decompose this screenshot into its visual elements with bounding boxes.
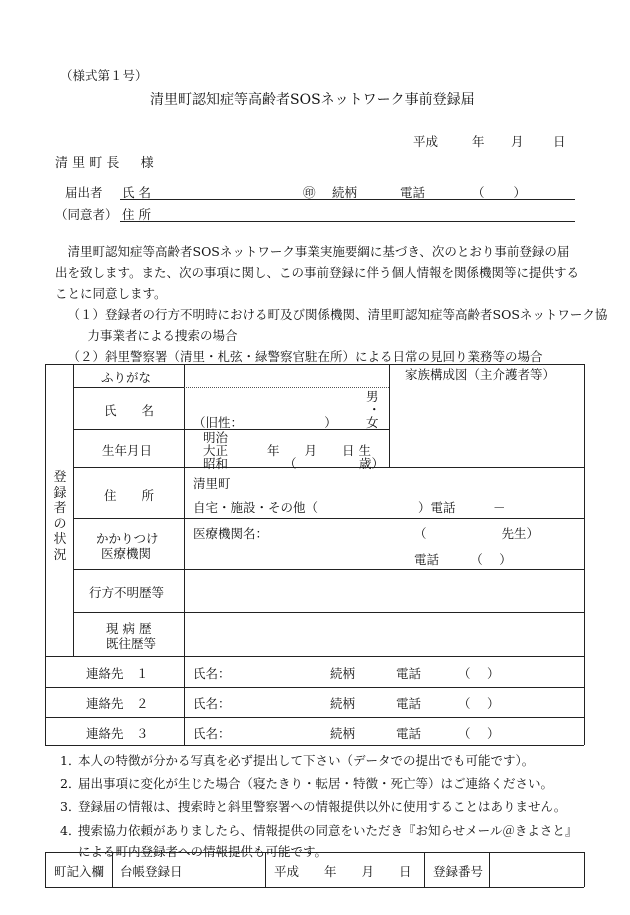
date-era: 平成 [413, 134, 439, 149]
birth-ymd: 年 月 日 生 [267, 443, 371, 458]
era-taisho: 大正 [203, 443, 229, 458]
family-tree-label: 家族構成図（主介護者等） [405, 367, 556, 382]
doctor-label-1: かかりつけ [96, 531, 159, 546]
note-text: 登録届の情報は、捜索時と斜里警察署への情報提供以外に使用することはありません。 [78, 799, 567, 814]
consent-label: （同意者） [55, 207, 118, 222]
intro-paragraph: 清里町認知症等高齢者SOSネットワーク事業実施要綱に基づき、次のとおり事前登録の届出を致します。また、次の事項に関し、この事前登録に伴う個人情報を関係機関等に提供することに同意します。 [55, 244, 580, 301]
note-text: 本人の特徴が分かる写真を必ず提出して下さい（データでの提出でも可能です）。 [78, 753, 535, 768]
contact-name: 氏名： [193, 696, 231, 711]
institution-phone: 電話 （ ） [414, 552, 512, 567]
date-day: 日 [553, 134, 566, 149]
history-label-1: 現 病 歴 [106, 621, 152, 636]
applicant-phone-label: 電話 [400, 185, 426, 200]
name-label: 氏 名 [104, 403, 155, 418]
doctor-name: （ 先生） [414, 526, 540, 541]
form-number: （様式第１号） [60, 68, 148, 83]
note-text: 届出事項に変化が生じた場合（寝たきり・転居・特徴・死亡等）はご連絡ください。 [78, 776, 554, 791]
address-label: 住 所 [104, 488, 155, 503]
seal-mark: ㊞ [303, 185, 316, 200]
contact-parens: （ ） [458, 726, 500, 741]
history-label-2: 既往歴等 [106, 636, 157, 651]
note-item-1 [60, 751, 534, 769]
page-title: 清里町認知症等高齢者SOSネットワーク事前登録届 [150, 92, 475, 108]
note-text: 捜索協力依頼がありましたら、情報提供の同意をいただき『お知らせメール＠きよさと』による町内登録者への情報提供も可能です。 [78, 823, 578, 859]
register-date-label: 台帳登録日 [120, 864, 183, 879]
applicant-phone-parens: （ ） [472, 185, 526, 200]
note-number: 2． [60, 776, 81, 791]
missing-history-label: 行方不明歴等 [89, 585, 165, 600]
age-field: （ 歳） [284, 456, 385, 471]
addressee: 清 里 町 長 様 [55, 156, 154, 171]
contact-label: 連絡先 １ [86, 666, 149, 681]
gender-sep: ・ [368, 402, 381, 417]
consent-item-2: （２）斜里警察署（清里・札弦・緑警察官駐在所）による日常の見回り業務等の場合 [67, 349, 543, 364]
section-label-vertical [51, 470, 69, 563]
institution-label: 医療機関名： [193, 526, 269, 541]
note-item-3 [60, 797, 566, 815]
register-date-value: 平成 年 月 日 [274, 864, 412, 879]
register-number-label: 登録番号 [433, 864, 484, 879]
note-number: 3． [60, 799, 81, 814]
note-item-2 [60, 774, 553, 792]
office-use-label: 町記入欄 [54, 864, 105, 879]
contact-parens: （ ） [458, 666, 500, 681]
birthdate-label: 生年月日 [102, 443, 153, 458]
applicant-address-line [120, 221, 575, 222]
contact-phone: 電話 [396, 666, 422, 681]
contact-label: 連絡先 ２ [86, 696, 149, 711]
gender-female: 女 [366, 415, 379, 430]
consent-item-1: （１）登録者の行方不明時における町及び関係機関、清里町認知症等高齢者SOSネットワーク協力事業者による捜索の場合 [67, 307, 608, 343]
gender-male: 男 [366, 389, 379, 404]
date-year: 年 [472, 134, 485, 149]
maiden-name: （旧性： ） [193, 415, 337, 430]
town-name: 清里町 [193, 476, 231, 491]
date-month: 月 [511, 134, 524, 149]
contact-phone: 電話 [396, 696, 422, 711]
residence-line: 自宅・施設・その他（ ）電話 － [193, 500, 506, 515]
applicant-relation-label: 続柄 [332, 185, 358, 200]
contact-parens: （ ） [458, 696, 500, 711]
contact-phone: 電話 [396, 726, 422, 741]
era-meiji: 明治 [203, 430, 229, 445]
furigana-label: ふりがな [101, 370, 152, 385]
contact-relation: 続柄 [330, 726, 356, 741]
contact-relation: 続柄 [330, 666, 356, 681]
era-showa: 昭和 [203, 456, 229, 471]
contact-name: 氏名： [193, 666, 231, 681]
contact-label: 連絡先 ３ [86, 726, 149, 741]
note-number: 1． [60, 753, 81, 768]
doctor-label-2: 医療機関 [101, 546, 152, 561]
note-item-4 [60, 820, 580, 862]
applicant-address-label: 住 所 [122, 207, 151, 222]
applicant-name-label: 氏 名 [122, 185, 151, 200]
contact-relation: 続柄 [330, 696, 356, 711]
note-number: 4． [60, 823, 81, 838]
applicant-name-line [120, 199, 575, 200]
applicant-role-label: 届出者 [65, 185, 103, 200]
contact-name: 氏名： [193, 726, 231, 741]
section-label: 登録者の状況 [53, 470, 67, 563]
